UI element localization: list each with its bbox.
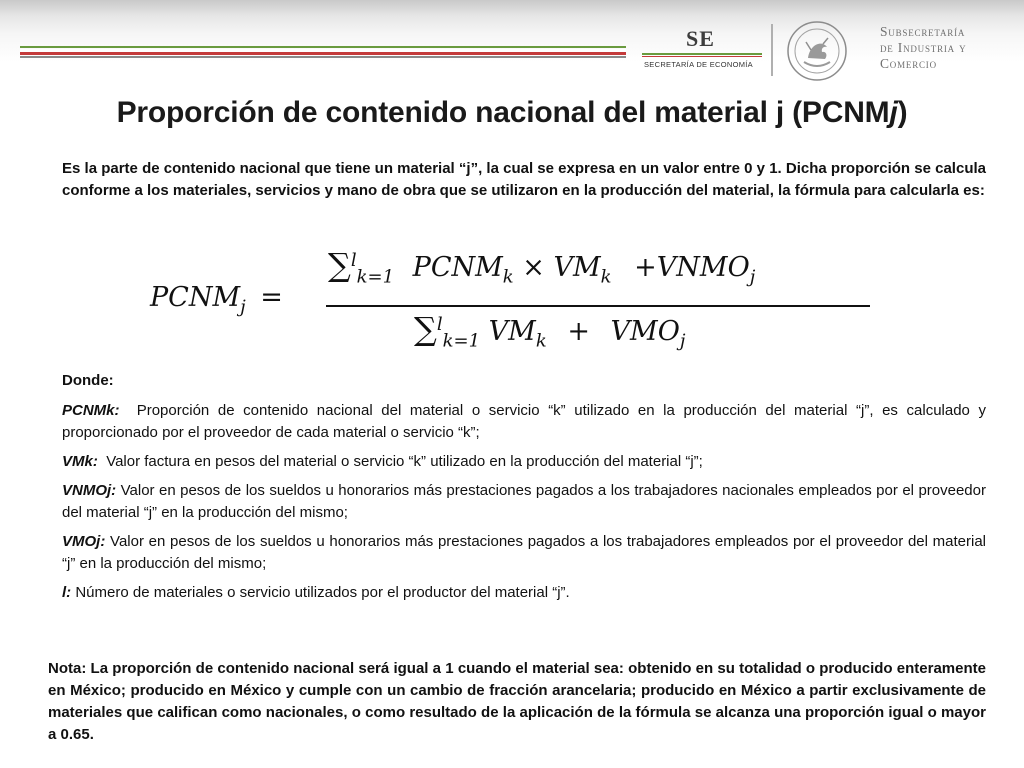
denominator-sigma: ∑ bbox=[414, 310, 437, 348]
den-plus-sign: + bbox=[567, 316, 590, 347]
se-logo bbox=[642, 26, 762, 72]
fraction-bar bbox=[326, 305, 870, 307]
definition-item bbox=[62, 480, 986, 524]
definition-text: Valor factura en pesos del material o servicio “k” utilizado en la producción del material “j”; bbox=[106, 453, 703, 470]
den-term-vm-sub: k bbox=[535, 330, 547, 352]
definition-item bbox=[62, 451, 986, 473]
definition-term: VMOj: bbox=[62, 533, 106, 550]
definition-text: Valor en pesos de los sueldos u honorarios más prestaciones pagados a los trabajadores empleados por el proveedor del material “j” en la producción del mismo; bbox=[62, 533, 986, 572]
definition-item bbox=[62, 400, 986, 444]
title-prefix: Proporción de contenido nacional del material j (PCNM bbox=[116, 96, 890, 129]
num-plus-sign: + bbox=[634, 252, 657, 283]
intro-paragraph: Es la parte de contenido nacional que tiene un material “j”, la cual se expresa en un valor entre 0 y 1. Dicha proporción se calcula conforme a los materiales, servicios y mano de obra que se utilizaron en la producción del material, la fórmula para calcularla es: bbox=[62, 160, 986, 199]
denominator-sum-upper: l bbox=[436, 314, 443, 335]
subsecretaria-heading bbox=[880, 24, 966, 72]
den-term-vm: VM bbox=[488, 316, 536, 347]
definition-term: VMk: bbox=[62, 453, 98, 470]
den-term-vmo: VMO bbox=[610, 316, 680, 347]
se-logo-subtitle: SECRETARÍA DE ECONOMÍA bbox=[644, 60, 753, 69]
mexican-coat-of-arms-seal-icon bbox=[786, 20, 848, 82]
equals-sign: = bbox=[260, 282, 283, 313]
definition-term: VNMOj: bbox=[62, 482, 117, 499]
lhs-sub: j bbox=[240, 296, 246, 318]
stripe-green bbox=[20, 46, 626, 48]
subsecretaria-line-3: Comercio bbox=[880, 56, 937, 71]
se-logo-line-red bbox=[642, 56, 762, 57]
den-term-vmo-sub: j bbox=[679, 330, 686, 352]
denominator-sum-lower: k=1 bbox=[442, 330, 481, 352]
num-term-pcnm: PCNM bbox=[412, 252, 503, 283]
num-term-pcnm-sub: k bbox=[502, 266, 514, 288]
numerator-sum-upper: l bbox=[350, 250, 357, 271]
header-divider bbox=[771, 24, 773, 76]
se-logo-mark: SE bbox=[686, 26, 715, 51]
definition-term: PCNMk: bbox=[62, 402, 120, 419]
formula-denominator bbox=[414, 310, 685, 351]
se-logo-line-green bbox=[642, 53, 762, 55]
nota-paragraph: Nota: La proporción de contenido nacional será igual a 1 cuando el material sea: obtenido en su totalidad o producido enteramente en México; producido en México y cumple con un cambio de fracción arancelaria; producido en México a partir exclusivamente de materiales que califican como nacionales, o como resultado de la aplicación de la fórmula se alcanza una proporción igual o mayor a 0.65. bbox=[48, 660, 986, 743]
definition-item bbox=[62, 582, 986, 604]
definitions-heading: Donde: bbox=[62, 372, 114, 389]
subsecretaria-line-2: de Industria y bbox=[880, 40, 967, 55]
num-term-vnmo-sub: j bbox=[749, 266, 756, 288]
title-suffix: ) bbox=[897, 96, 908, 129]
definition-text: Proporción de contenido nacional del material o servicio “k” utilizado en la producción del material “j”, es calculado y proporcionado por el proveedor de cada material o servicio “k”; bbox=[62, 402, 986, 441]
num-term-vm-sub: k bbox=[600, 266, 612, 288]
pcnm-formula bbox=[150, 246, 880, 370]
stripe-gray bbox=[20, 56, 626, 58]
subsecretaria-line-1: Subsecretaría bbox=[880, 24, 966, 39]
times-sign: × bbox=[522, 252, 545, 283]
definition-term: l: bbox=[62, 584, 72, 601]
title-italic: j bbox=[889, 96, 898, 129]
numerator-sigma: ∑ bbox=[328, 246, 351, 284]
formula-numerator bbox=[328, 246, 755, 287]
header-flag-stripes bbox=[20, 46, 626, 60]
stripe-red bbox=[20, 52, 626, 55]
definitions bbox=[62, 370, 986, 611]
num-term-vm: VM bbox=[553, 252, 601, 283]
definition-text: Número de materiales o servicio utilizados por el productor del material “j”. bbox=[75, 584, 570, 601]
lhs-symbol: PCNM bbox=[150, 282, 241, 313]
num-term-vnmo: VNMO bbox=[656, 252, 750, 283]
slide-title bbox=[30, 96, 994, 130]
definition-item bbox=[62, 531, 986, 575]
numerator-sum-lower: k=1 bbox=[356, 266, 395, 288]
formula-lhs bbox=[150, 282, 283, 317]
definition-text: Valor en pesos de los sueldos u honorarios más prestaciones pagados a los trabajadores nacionales empleados por el proveedor del material “j” en la producción del mismo; bbox=[62, 482, 986, 521]
